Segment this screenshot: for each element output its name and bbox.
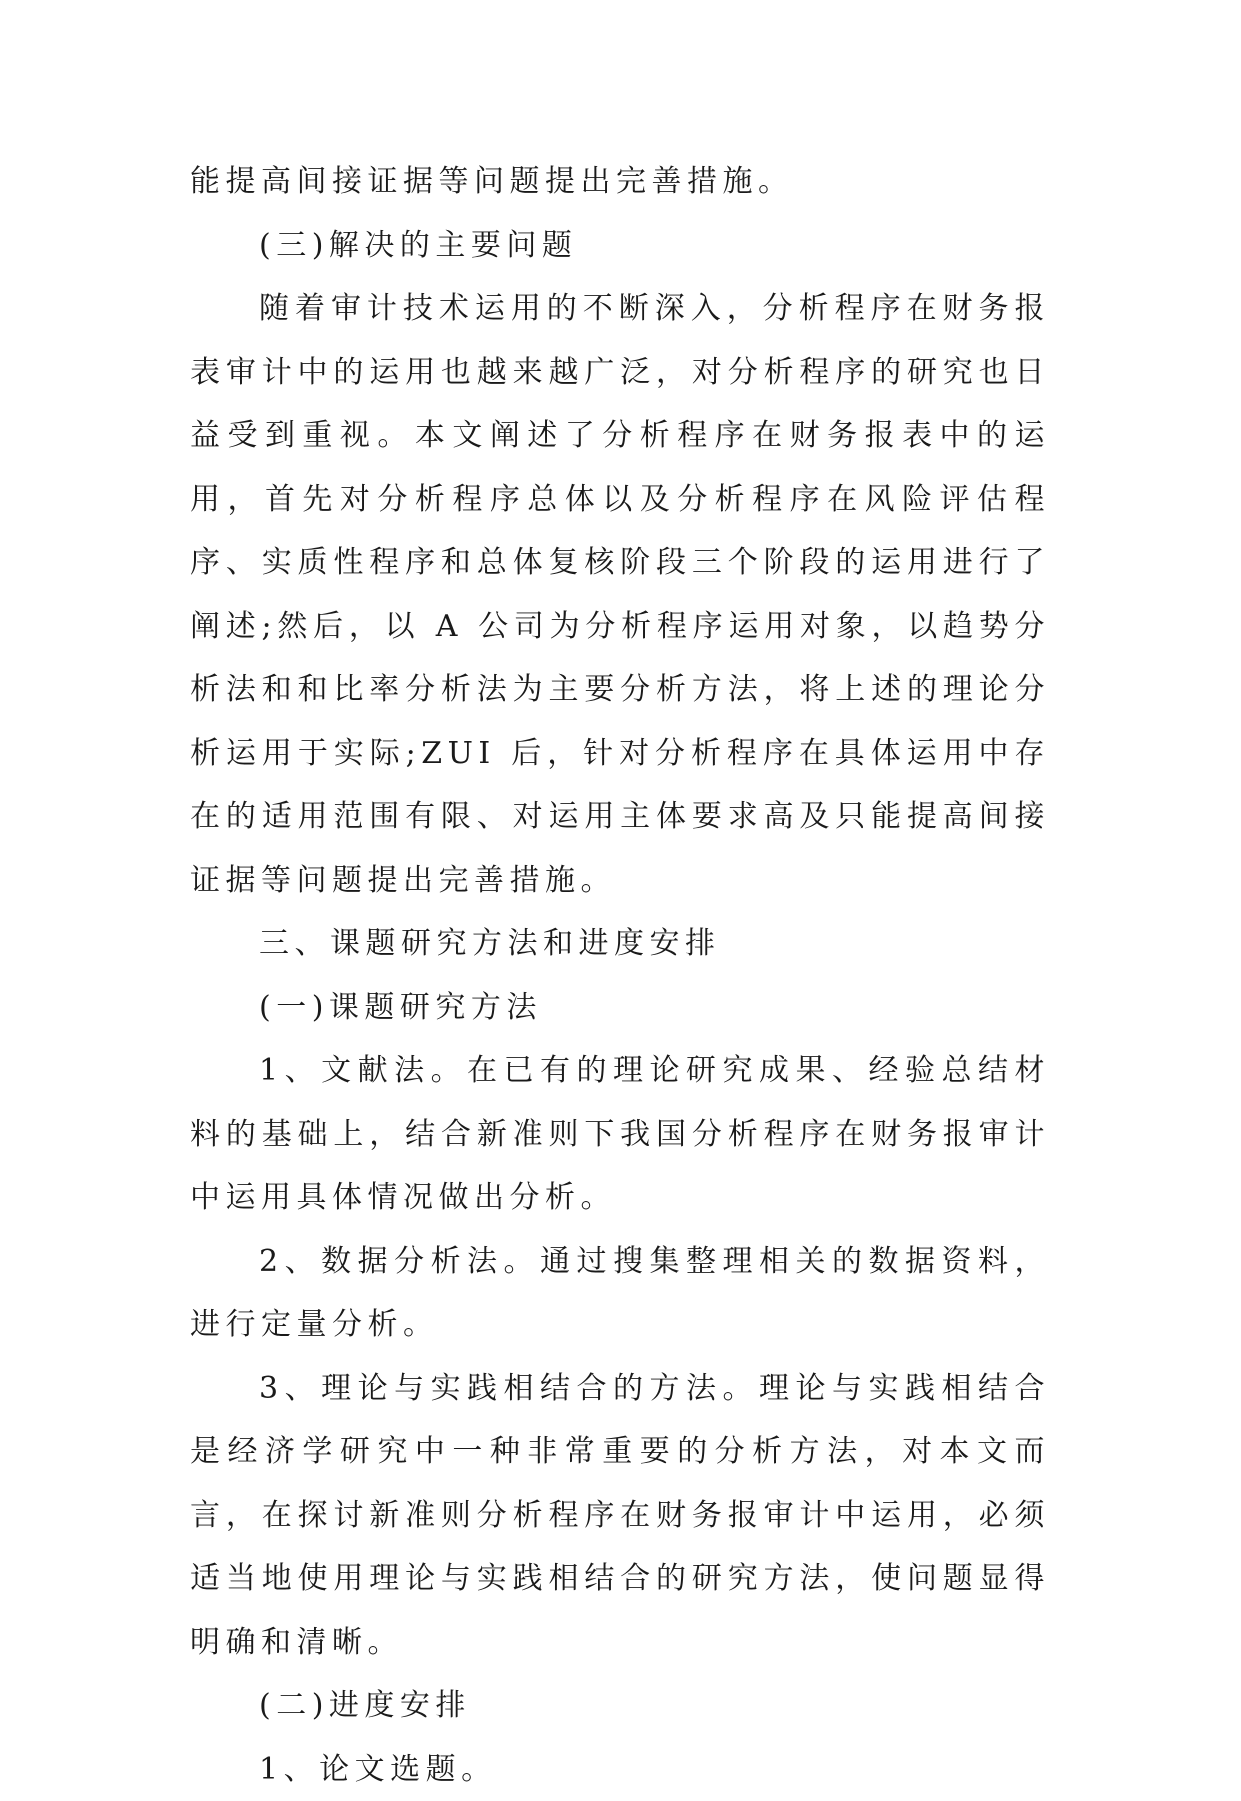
subheading-schedule: (二)进度安排 <box>190 1674 1050 1738</box>
subheading-research-methods: (一)课题研究方法 <box>190 976 1050 1040</box>
section-heading-methods-schedule: 三、课题研究方法和进度安排 <box>190 912 1050 976</box>
paragraph-method-theory-practice: 3、理论与实践相结合的方法。理论与实践相结合是经济学研究中一种非常重要的分析方法，对本文而言，在探讨新准则分析程序在财务报审计中运用，必须适当地使用理论与实践相结合的研究方法，使问题显得明确和清晰。 <box>190 1357 1050 1675</box>
list-item-topic-selection: 1、论文选题。 <box>190 1738 1050 1801</box>
paragraph-method-data-analysis: 2、数据分析法。通过搜集整理相关的数据资料，进行定量分析。 <box>190 1230 1050 1357</box>
paragraph-continuation: 能提高间接证据等问题提出完善措施。 <box>190 150 1050 214</box>
subheading-main-problems: (三)解决的主要问题 <box>190 214 1050 278</box>
document-body <box>190 150 1050 1801</box>
paragraph-main-problems: 随着审计技术运用的不断深入，分析程序在财务报表审计中的运用也越来越广泛，对分析程序的研究也日益受到重视。本文阐述了分析程序在财务报表中的运用，首先对分析程序总体以及分析程序在风险评估程序、实质性程序和总体复核阶段三个阶段的运用进行了阐述;然后，以 A 公司为分析程序运用对象，以趋势分析法和和比率分析法为主要分析方法，将上述的理论分析运用于实际;ZUI 后，针对分析程序在具体运用中存在的适用范围有限、对运用主体要求高及只能提高间接证据等问题提出完善措施。 <box>190 277 1050 912</box>
paragraph-method-literature: 1、文献法。在已有的理论研究成果、经验总结材料的基础上，结合新准则下我国分析程序在财务报审计中运用具体情况做出分析。 <box>190 1039 1050 1230</box>
